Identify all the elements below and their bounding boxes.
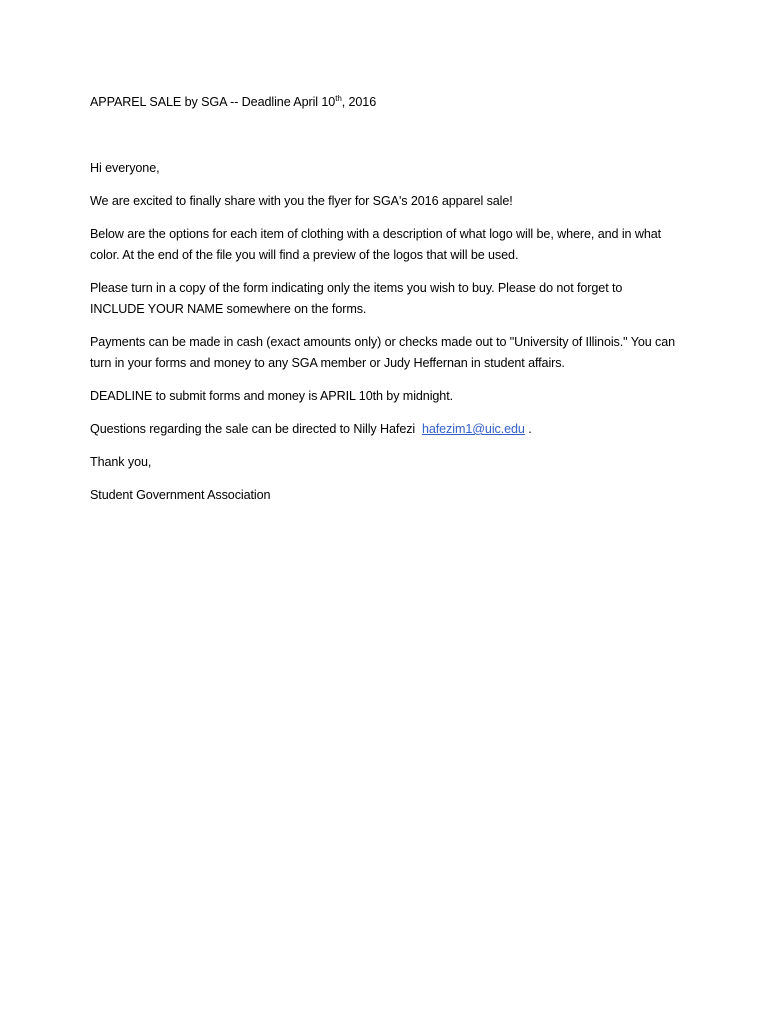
document-body bbox=[90, 92, 680, 518]
questions-period: . bbox=[528, 422, 532, 436]
document-title bbox=[90, 92, 680, 113]
contact-email-link[interactable]: hafezim1@uic.edu bbox=[421, 422, 525, 436]
paragraph-deadline: DEADLINE to submit forms and money is APRIL 10th by midnight. bbox=[90, 389, 454, 403]
paragraph-instructions: Please turn in a copy of the form indicating only the items you wish to buy. Please do not forget to INCLUDE YOUR NAME somewhere on the forms. bbox=[90, 281, 623, 316]
paragraph-intro: We are excited to finally share with you the flyer for SGA's 2016 apparel sale! bbox=[90, 194, 513, 208]
paragraph-questions bbox=[90, 419, 680, 440]
paragraph-payments: Payments can be made in cash (exact amounts only) or checks made out to "University of Illinois." You can turn in your forms and money to any SGA member or Judy Heffernan in student affairs. bbox=[90, 335, 676, 370]
paragraph-options: Below are the options for each item of clothing with a description of what logo will be, where, and in what color. At the end of the file you will find a preview of the logos that will be used. bbox=[90, 227, 662, 262]
questions-text: Questions regarding the sale can be directed to Nilly Hafezi bbox=[90, 422, 416, 436]
signature: Student Government Association bbox=[90, 488, 271, 502]
closing: Thank you, bbox=[90, 455, 152, 469]
greeting: Hi everyone, bbox=[90, 161, 160, 175]
title-ordinal-suffix: th bbox=[335, 93, 342, 103]
title-text: APPAREL SALE by SGA -- Deadline April 10 bbox=[90, 95, 336, 109]
title-year: , 2016 bbox=[341, 95, 377, 109]
